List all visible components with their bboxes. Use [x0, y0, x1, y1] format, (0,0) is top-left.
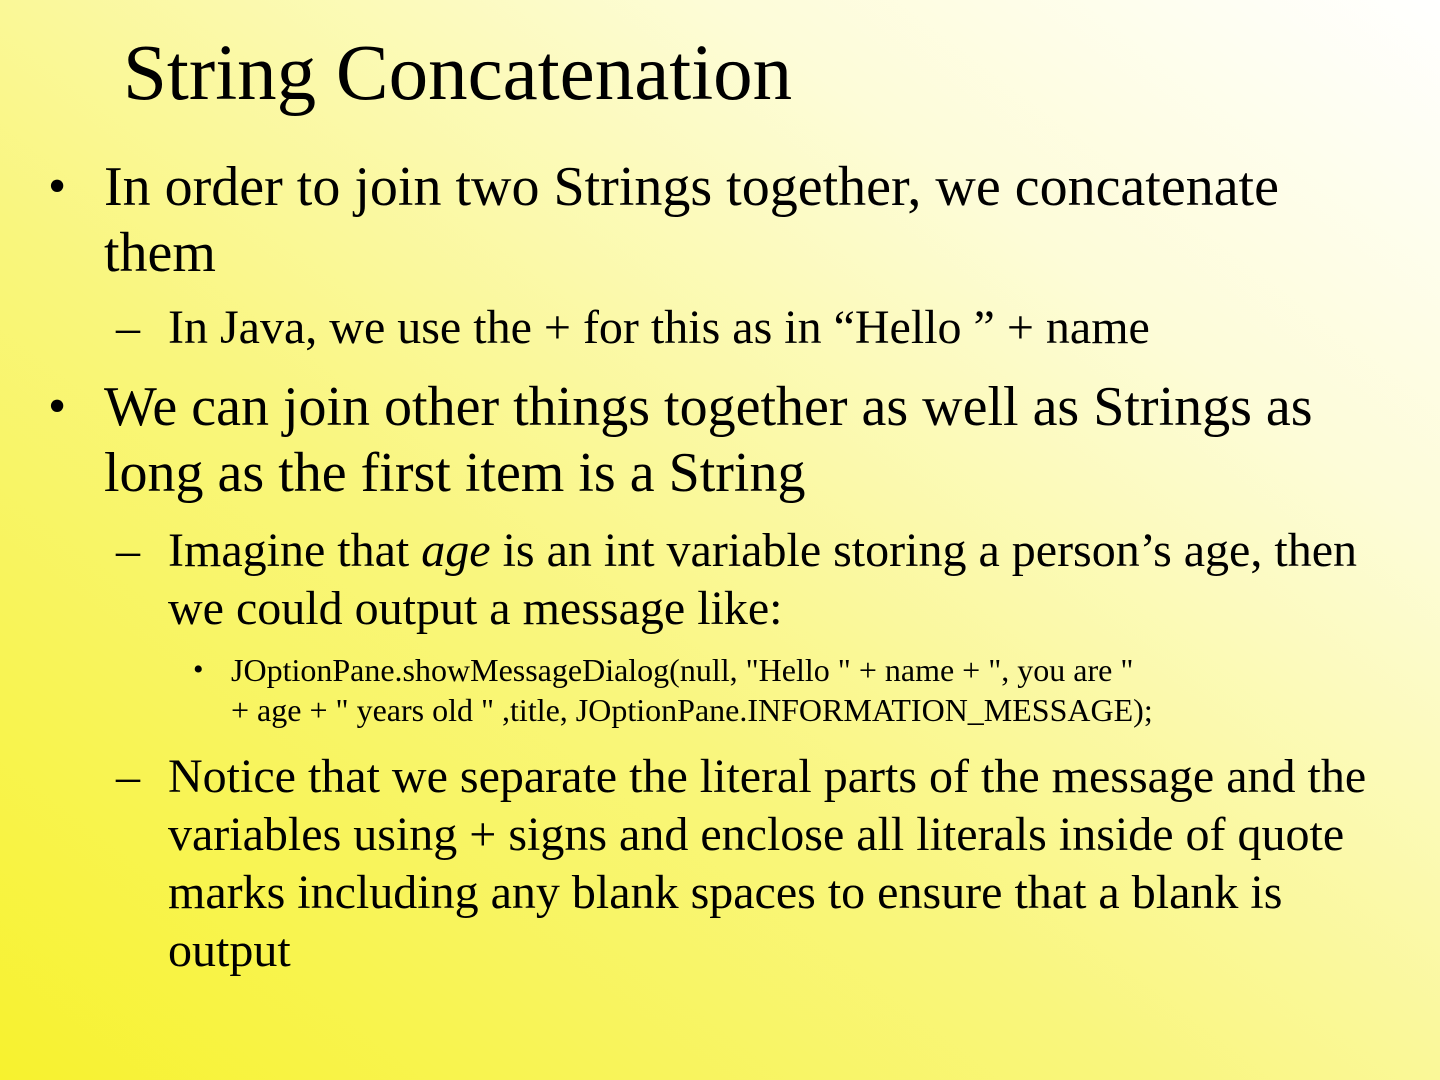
sub-item-notice	[116, 748, 1408, 980]
code-example-item	[193, 650, 1411, 730]
bullet-text: We can join other things together as well as Strings as long as the first item is a String	[104, 376, 1313, 504]
bullet-item-join-strings	[48, 154, 1404, 286]
bullet-text: In order to join two Strings together, we concatenate them	[104, 156, 1279, 284]
sub-item-imagine-age	[116, 522, 1408, 638]
code-line-1: JOptionPane.showMessageDialog(null, "Hello " + name + ", you are "	[231, 652, 1134, 688]
slide-title: String Concatenation	[123, 30, 793, 117]
small-bullet-marker: •	[193, 653, 204, 686]
text-after: is an int variable storing a person’s age, then we could output a message like:	[168, 524, 1357, 635]
sub-item-text: Notice that we separate the literal parts of the message and the variables using + signs and enclose all literals inside of quote marks including any blank spaces to ensure that a blank is output	[168, 750, 1367, 977]
code-line-2: + age + " years old " ,title, JOptionPane.INFORMATION_MESSAGE);	[231, 692, 1153, 728]
dash-marker: –	[116, 524, 140, 577]
sub-item-java-plus	[116, 299, 1408, 357]
sub-item-text	[168, 522, 1408, 638]
bullet-marker: •	[48, 378, 67, 435]
dash-marker: –	[116, 750, 140, 803]
bullet-item-join-other	[48, 374, 1404, 506]
sub-item-text: In Java, we use the + for this as in “Hello ” + name	[168, 301, 1150, 354]
bullet-marker: •	[48, 158, 67, 215]
text-before: Imagine that	[168, 524, 422, 577]
dash-marker: –	[116, 301, 140, 354]
age-emphasis: age	[421, 524, 491, 577]
